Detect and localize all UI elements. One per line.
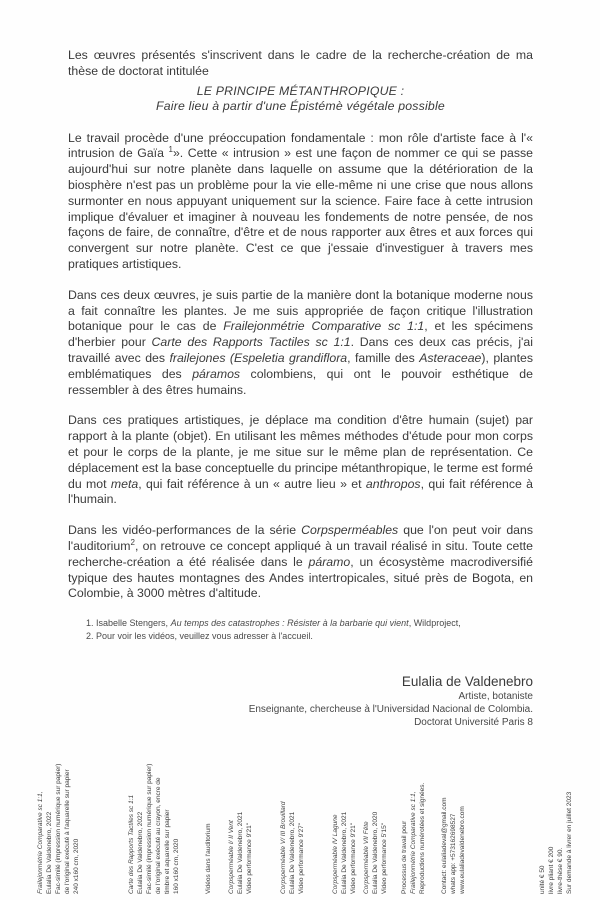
caption-line: Eulalia De Valdenebro, 2021 <box>237 811 244 894</box>
author-role: Artiste, botaniste <box>458 691 533 703</box>
contact-website: www.eulaliadevaldenebro.com <box>459 806 466 894</box>
paragraph-1 <box>68 131 533 273</box>
text-run: , et les spécimens d'herbier pour <box>68 319 533 350</box>
caption-video-fete <box>362 744 389 894</box>
text-run: , Wildproject, <box>408 618 461 629</box>
text-run: Dans ces deux œuvres, je suis partie de la manière dont la botanique moderne nous a fait connaître les plantes. Je me suis appropriée de façon critique l'illustration botanique pour le cas de <box>68 287 533 334</box>
footnote-ref-1: 1 <box>168 145 173 155</box>
author-block <box>68 673 533 729</box>
paramo-term: páramo <box>308 554 351 569</box>
artwork-captions <box>0 740 600 900</box>
text-run: , un écosystème macrodiversifié typique des hautes montagnes des Andes intertropicales, situé près de Bogota, en Colombie, à 3000 mètres d'altitude. <box>68 554 534 601</box>
footnotes <box>86 617 533 643</box>
author-name: Eulalia de Valdenebro <box>401 674 533 690</box>
paragraph-3 <box>68 413 533 508</box>
caption-line: 160 x160 cm, 2020 <box>173 838 180 894</box>
caption-line: Corpsperméable I/ II Vent <box>228 820 235 894</box>
thesis-title-line1: LE PRINCIPE MÉTANTHROPIQUE : <box>196 83 405 98</box>
paragraph-4 <box>68 523 533 602</box>
species-name: frailejones (Espeletia grandiflora <box>169 350 348 365</box>
contact-email: Contact: eulaliadeval@gmail.com <box>441 797 448 894</box>
author-doctorate: Doctorat Université Paris 8 <box>414 717 533 729</box>
footnote-2: 2. Pour voir les vidéos, veuillez vous adresser à l'accueil. <box>86 631 313 642</box>
caption-line: Eulalia De Valdenebro, 2021 <box>289 811 296 894</box>
intro-text: Les œuvres présentés s'inscrivent dans le cadre de la recherche-création de ma thèse de doctorat intitulée <box>68 48 533 78</box>
caption-prices <box>538 744 574 894</box>
caption-process <box>400 744 427 894</box>
caption-contact <box>440 744 467 894</box>
caption-videos-header <box>204 744 213 894</box>
body-text <box>68 48 533 729</box>
caption-line: Video performance 9'21'' <box>246 822 253 894</box>
caption-line: Corpsperméable VII Fête <box>363 821 370 894</box>
caption-line: timbre et aquarelle sur papier <box>164 809 171 894</box>
author-affiliation: Enseignante, chercheuse à l'Universidad Nacional de Colombia. <box>248 704 533 716</box>
caption-line: Eulalia De Valdenebro, 2020 <box>372 811 379 894</box>
caption-line: de l'original exécuté au crayon, encre de <box>155 777 162 894</box>
caption-frailejonmetrie <box>36 744 81 894</box>
thesis-title <box>68 84 533 115</box>
caption-line: Frailejonmétrie Comparative sc 1:1, <box>37 791 44 894</box>
caption-line: de l'original exécuté à l'aquarelle sur papier <box>64 769 71 894</box>
caption-line: Reproductions numérotées et signées. <box>419 782 426 894</box>
work-title-carte: Carte des Rapports Tactiles sc 1:1 <box>151 335 351 350</box>
text-run: , qui fait référence à un « autre lieu » et <box>138 476 366 491</box>
text-run: , on retrouve ce concept appliqué à un travail réalisé in situ. Toute cette recherche-création a été réalisée dans le <box>68 538 533 569</box>
caption-line: Video performance 5'15'' <box>381 822 388 894</box>
anthropos-term: anthropos <box>365 476 421 491</box>
family-name: Asteraceae <box>419 350 482 365</box>
contact-whatsapp: whats app: +573162698527 <box>450 813 457 894</box>
caption-line: Corpsperméable IV Lagune <box>332 814 339 894</box>
caption-line: Carte des Rapports Tactiles sc 1:1 <box>128 794 135 894</box>
text-run: ), plantes emblématiques des <box>68 350 533 381</box>
caption-line: Eulalia De Valdenebro, 2021 <box>341 811 348 894</box>
caption-line: Processus de travail pour <box>401 820 408 894</box>
meta-term: meta <box>110 476 139 491</box>
text-run: ». Cette « intrusion » est une façon de nommer ce qui se passe aujourd'hui sur notre planète dans laquelle on assume que la détérioration de la biosphère n'est pas un problème pour la vie elle-même ni une crise que nous allons surmonter en nous appuyant uniquement sur la science. Faire face à cette intrusion implique d'évaluer et imaginer à nouveau les fondements de notre pensée, de nos façons de faire, de connaître, d'être et de nous rapporter aux êtres et aux forces qui convergent sur notre planète. C'est ce que j'essaie d'investiguer à travers mes pratiques artistiques. <box>68 146 533 271</box>
caption-line: Fac-similé (impression numérique sur papier) <box>146 763 153 894</box>
text-run: que l'on peut voir dans l'auditorium <box>68 523 533 553</box>
book-title: Au temps des catastrophes : Résister à la barbarie qui vient <box>170 618 409 629</box>
text-run: Le travail procède d'une préoccupation fondamentale : mon rôle d'artiste face à l'« intrusion de Gaïa <box>68 130 533 161</box>
caption-line: Video performance 9'27'' <box>298 822 305 894</box>
caption-line: Vidéos dans l'auditorium <box>205 823 212 894</box>
caption-video-lagune <box>331 744 358 894</box>
price-line: livre-thèse € 90. <box>557 847 564 894</box>
footnote-1 <box>86 617 533 630</box>
series-title-corpspermeables: Corpsperméables <box>301 523 399 538</box>
paragraph-2 <box>68 288 533 399</box>
price-line: Sur demande à livrer en juillet 2023 <box>566 791 573 894</box>
price-line: unité € 50 <box>539 865 546 894</box>
caption-video-brouillard <box>279 744 306 894</box>
caption-line: Fac-similé (impression numérique sur papier) <box>55 763 62 894</box>
footnote-ref-2: 2 <box>130 537 135 547</box>
caption-line: Video performance 9'21'' <box>350 822 357 894</box>
thesis-title-line2: Faire lieu à partir d'une Épistémè végétale possible <box>156 99 445 114</box>
text-run: 1. Isabelle Stengers, <box>86 618 171 629</box>
text-run: . Dans ces deux cas précis, j'ai travaillé avec des <box>68 335 533 365</box>
caption-line: Eulalia De Valdenebro, 2022 <box>46 811 53 894</box>
caption-line: Frailejonmétrie Comparative sc 1:1, <box>410 791 417 894</box>
price-line: livre pliant € 200 <box>548 846 555 894</box>
text-run: Dans les vidéo-performances de la série <box>68 523 302 538</box>
work-title-frailejonmetrie: Frailejonmétrie Comparative sc 1:1 <box>223 319 425 334</box>
text-run: , famille des <box>347 350 420 365</box>
paramos-term: páramos <box>192 366 241 381</box>
text-run: colombiens, qui ont le pouvoir esthétique de ressembler à des êtres humains. <box>68 366 533 397</box>
caption-video-vent <box>227 744 254 894</box>
caption-line: Corpsperméable V/ III Brouillard <box>280 801 287 894</box>
caption-carte-rapports <box>127 744 181 894</box>
text-run: Dans ces pratiques artistiques, je déplace ma condition d'être humain (sujet) par rapport à la plante (objet). En utilisant les mêmes méthodes d'étude pour mon corps et pour le corps de la plante, je me situe sur le même plan de représentation. Ce déplacement est la base conceptuelle du principe métanthropique, le terme est formé du mot <box>68 413 533 491</box>
caption-line: Eulalia De Valdenebro, 2022 <box>137 811 144 894</box>
caption-line: 240 x160 cm, 2020 <box>73 838 80 894</box>
text-run: , qui fait référence à l'humain. <box>68 476 534 507</box>
